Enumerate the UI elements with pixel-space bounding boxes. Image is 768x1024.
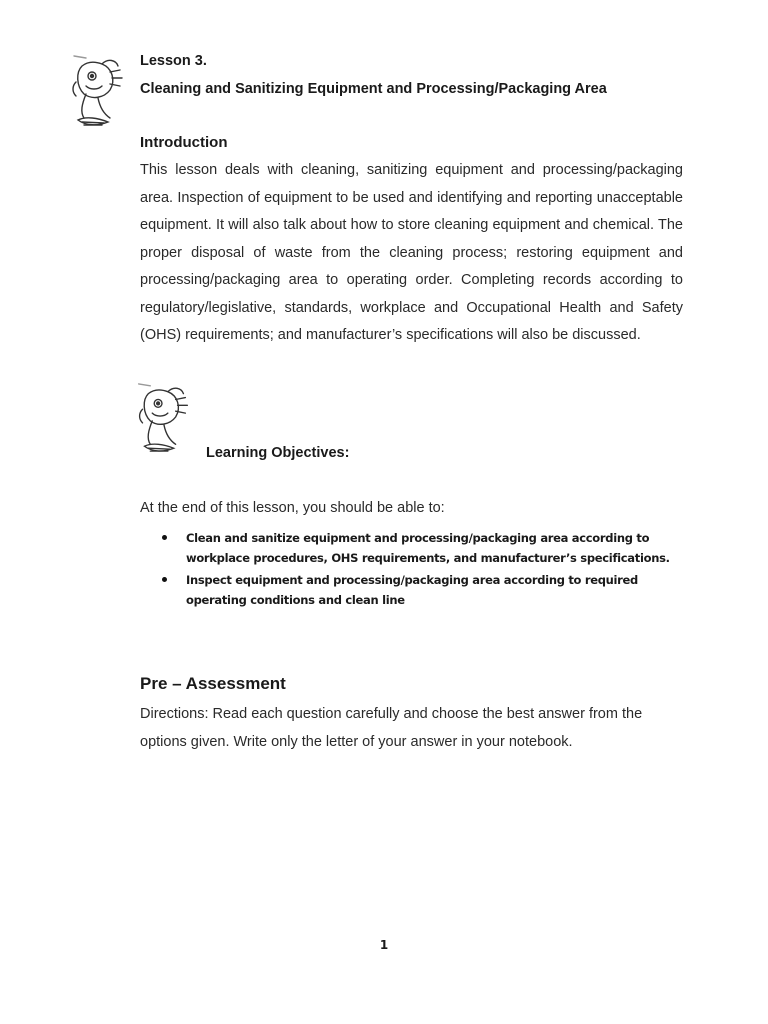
fish-mascot-icon	[134, 380, 190, 456]
page-number: 1	[379, 938, 389, 952]
fish-mascot-icon	[68, 52, 124, 130]
objectives-lead: At the end of this lesson, you should be able to:	[140, 500, 445, 516]
lesson-title: Cleaning and Sanitizing Equipment and Processing/Packaging Area	[140, 81, 607, 97]
introduction-body: This lesson deals with cleaning, sanitizing equipment and processing/packaging area. Inspection of equipment to be used and identifying and reporting unacceptable equipment. It will also talk about how to store cleaning equipment and chemical. The proper disposal of waste from the cleaning process; restoring equipment and processing/packaging area to operating order. Completing records according to regulatory/legislative, standards, workplace and Occupational Health and Safety (OHS) requirements; and manufacturer’s specifications will also be discussed.	[140, 162, 683, 343]
introduction-heading: Introduction	[140, 134, 228, 151]
pre-assessment-heading: Pre – Assessment	[140, 674, 286, 693]
lesson-number: Lesson 3.	[140, 53, 207, 69]
objectives-list	[160, 528, 680, 612]
list-item: Clean and sanitize equipment and processing/packaging area according to workplace procedures, OHS requirements, and manufacturer’s specifications.	[160, 528, 680, 568]
list-item: Inspect equipment and processing/packaging area according to required operating conditions and clean line	[160, 570, 680, 610]
pre-assessment-directions: Directions: Read each question carefully and choose the best answer from the options given. Write only the letter of your answer in your notebook.	[140, 706, 643, 750]
objectives-heading: Learning Objectives:	[206, 445, 350, 461]
